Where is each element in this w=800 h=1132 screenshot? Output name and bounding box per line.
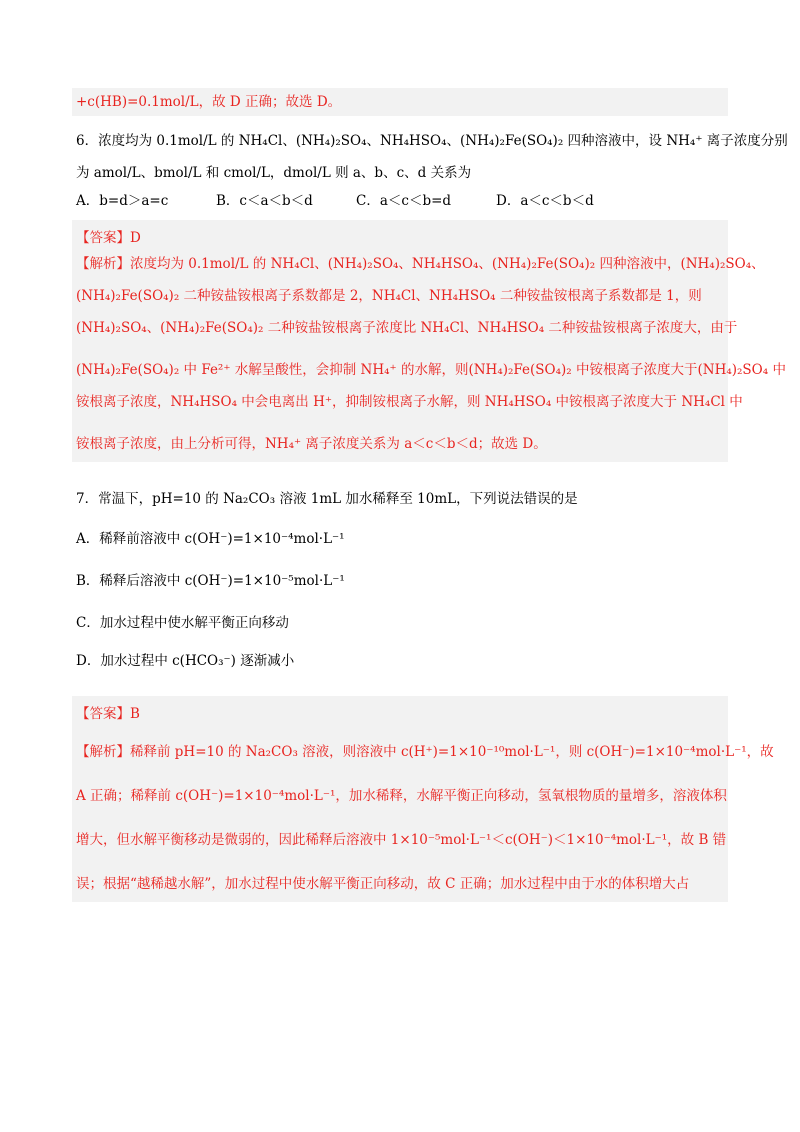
q6-analysis-line-5: 铵根离子浓度，NH₄HSO₄ 中会电离出 H⁺，抑制铵根离子水解，则 NH₄HSO₄ 中铵根离子浓度大于 NH₄Cl 中	[76, 394, 743, 410]
q7-option-a[interactable]: A．稀释前溶液中 c(OH⁻)=1×10⁻⁴mol·L⁻¹	[76, 531, 345, 547]
q7-analysis-line-4: 误；根据“越稀越水解”，加水过程中使水解平衡正向移动，故 C 正确；加水过程中由于水的体积增大占	[76, 876, 690, 892]
q6-stem-line-1: 6．浓度均为 0.1mol/L 的 NH₄Cl、(NH₄)₂SO₄、NH₄HSO₄、(NH₄)₂Fe(SO₄)₂ 四种溶液中，设 NH₄⁺ 离子浓度分别	[76, 133, 788, 149]
previous-analysis-line: +c(HB)=0.1mol/L，故 D 正确；故选 D。	[76, 94, 342, 110]
q6-analysis-line-2: (NH₄)₂Fe(SO₄)₂ 二种铵盐铵根离子系数都是 2，NH₄Cl、NH₄HSO₄ 二种铵盐铵根离子系数都是 1，则	[76, 288, 702, 304]
q6-options	[76, 190, 724, 212]
q6-option-c[interactable]: C．a＜c＜b=d	[356, 193, 452, 209]
q7-answer-block	[72, 696, 774, 902]
q6-analysis-line-3: (NH₄)₂SO₄、(NH₄)₂Fe(SO₄)₂ 二种铵盐铵根离子浓度比 NH₄Cl、NH₄HSO₄ 二种铵盐铵根离子浓度大，由于	[76, 320, 738, 336]
question-6	[72, 130, 788, 212]
q6-stem-line-2: 为 amol/L、bmol/L 和 cmol/L，dmol/L 则 a、b、c、d 关系为	[76, 165, 472, 181]
q7-analysis-line-2: A 正确；稀释前 c(OH⁻)=1×10⁻⁴mol·L⁻¹，加水稀释，水解平衡正向移动，氢氧根物质的量增多，溶液体积	[76, 788, 727, 804]
q7-stem: 7．常温下，pH=10 的 Na₂CO₃ 溶液 1mL 加水稀释至 10mL，下列说法错误的是	[76, 491, 578, 507]
q6-analysis-line-1: 【解析】浓度均为 0.1mol/L 的 NH₄Cl、(NH₄)₂SO₄、NH₄HSO₄、(NH₄)₂Fe(SO₄)₂ 四种溶液中，(NH₄)₂SO₄、	[76, 256, 765, 272]
question-7	[72, 488, 728, 672]
q7-option-b[interactable]: B．稀释后溶液中 c(OH⁻)=1×10⁻⁵mol·L⁻¹	[76, 573, 345, 589]
q6-option-b[interactable]: B．c＜a＜b＜d	[216, 193, 313, 209]
q6-analysis-line-4: (NH₄)₂Fe(SO₄)₂ 中 Fe²⁺ 水解呈酸性，会抑制 NH₄⁺ 的水解，则(NH₄)₂Fe(SO₄)₂ 中铵根离子浓度大于(NH₄)₂SO₄ 中	[76, 362, 786, 378]
q6-answer: 【答案】D	[76, 230, 141, 246]
q6-option-a[interactable]: A．b=d＞a=c	[76, 193, 169, 209]
q6-answer-block	[72, 220, 786, 462]
q7-option-c[interactable]: C．加水过程中使水解平衡正向移动	[76, 615, 289, 631]
q6-analysis-line-6: 铵根离子浓度，由上分析可得，NH₄⁺ 离子浓度关系为 a＜c＜b＜d；故选 D。	[76, 436, 547, 452]
previous-answer-block	[72, 88, 728, 116]
q6-option-d[interactable]: D．a＜c＜b＜d	[496, 193, 594, 209]
q7-analysis-line-3: 增大，但水解平衡移动是微弱的，因此稀释后溶液中 1×10⁻⁵mol·L⁻¹＜c(OH⁻)＜1×10⁻⁴mol·L⁻¹，故 B 错	[76, 832, 727, 848]
document-page	[72, 88, 788, 902]
q7-answer: 【答案】B	[76, 706, 140, 722]
q7-analysis-line-1: 【解析】稀释前 pH=10 的 Na₂CO₃ 溶液，则溶液中 c(H⁺)=1×10⁻¹⁰mol·L⁻¹，则 c(OH⁻)=1×10⁻⁴mol·L⁻¹，故	[76, 744, 774, 760]
q7-option-d[interactable]: D．加水过程中 c(HCO₃⁻) 逐渐减小	[76, 653, 295, 669]
